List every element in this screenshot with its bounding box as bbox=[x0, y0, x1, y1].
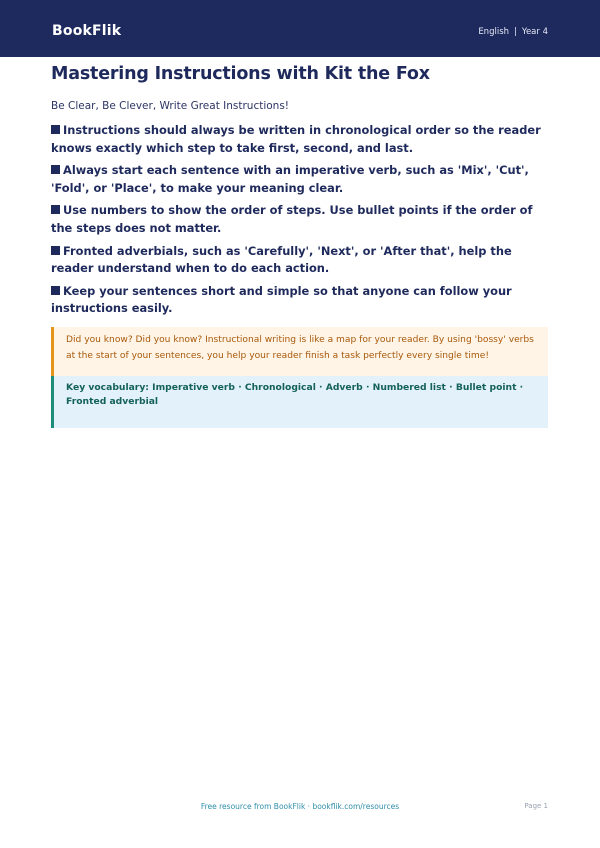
footer-source-link[interactable]: Free resource from BookFlik · bookflik.com/resources bbox=[200, 802, 400, 811]
square-bullet-icon bbox=[51, 125, 60, 134]
callout-text: Did you know? Did you know? Instructional writing is like a map for your reader. By using 'bossy' verbs at the start of your sentences, you help your reader finish a task perfectly every single time! bbox=[66, 335, 534, 361]
did-you-know-callout bbox=[51, 327, 548, 376]
point-text: Instructions should always be written in chronological order so the reader knows exactly which step to take first, second, and last. bbox=[51, 123, 541, 155]
top-header-bar bbox=[0, 0, 600, 57]
page-number: Page 1 bbox=[524, 802, 548, 810]
key-points-list bbox=[51, 122, 551, 323]
page-footer bbox=[0, 802, 600, 816]
vocabulary-text: Key vocabulary: Imperative verb · Chronological · Adverb · Numbered list · Bullet point · Fronted adverbial bbox=[66, 382, 524, 407]
point-text: Use numbers to show the order of steps. Use bullet points if the order of the steps does not matter. bbox=[51, 203, 533, 235]
meta-separator: | bbox=[514, 27, 517, 37]
list-item bbox=[51, 243, 551, 278]
point-text: Always start each sentence with an imperative verb, such as 'Mix', 'Cut', 'Fold', or 'Place', to make your meaning clear. bbox=[51, 163, 529, 195]
list-item bbox=[51, 202, 551, 237]
list-item bbox=[51, 283, 551, 318]
list-item bbox=[51, 122, 551, 157]
square-bullet-icon bbox=[51, 286, 60, 295]
page-title: Mastering Instructions with Kit the Fox bbox=[51, 64, 430, 84]
point-text: Keep your sentences short and simple so that anyone can follow your instructions easily. bbox=[51, 283, 512, 316]
key-vocabulary-box bbox=[51, 376, 548, 428]
square-bullet-icon bbox=[51, 205, 60, 214]
square-bullet-icon bbox=[51, 246, 60, 255]
subject-label: English bbox=[478, 27, 510, 37]
brand-logo-text[interactable]: BookFlik bbox=[52, 23, 122, 39]
year-label: Year 4 bbox=[521, 27, 548, 37]
page-subtitle: Be Clear, Be Clever, Write Great Instructions! bbox=[51, 100, 290, 112]
subject-year-meta bbox=[478, 27, 548, 37]
square-bullet-icon bbox=[51, 165, 60, 174]
list-item bbox=[51, 162, 551, 197]
point-text: Fronted adverbials, such as 'Carefully', 'Next', or 'After that', help the reader understand when to do each action. bbox=[51, 243, 512, 276]
